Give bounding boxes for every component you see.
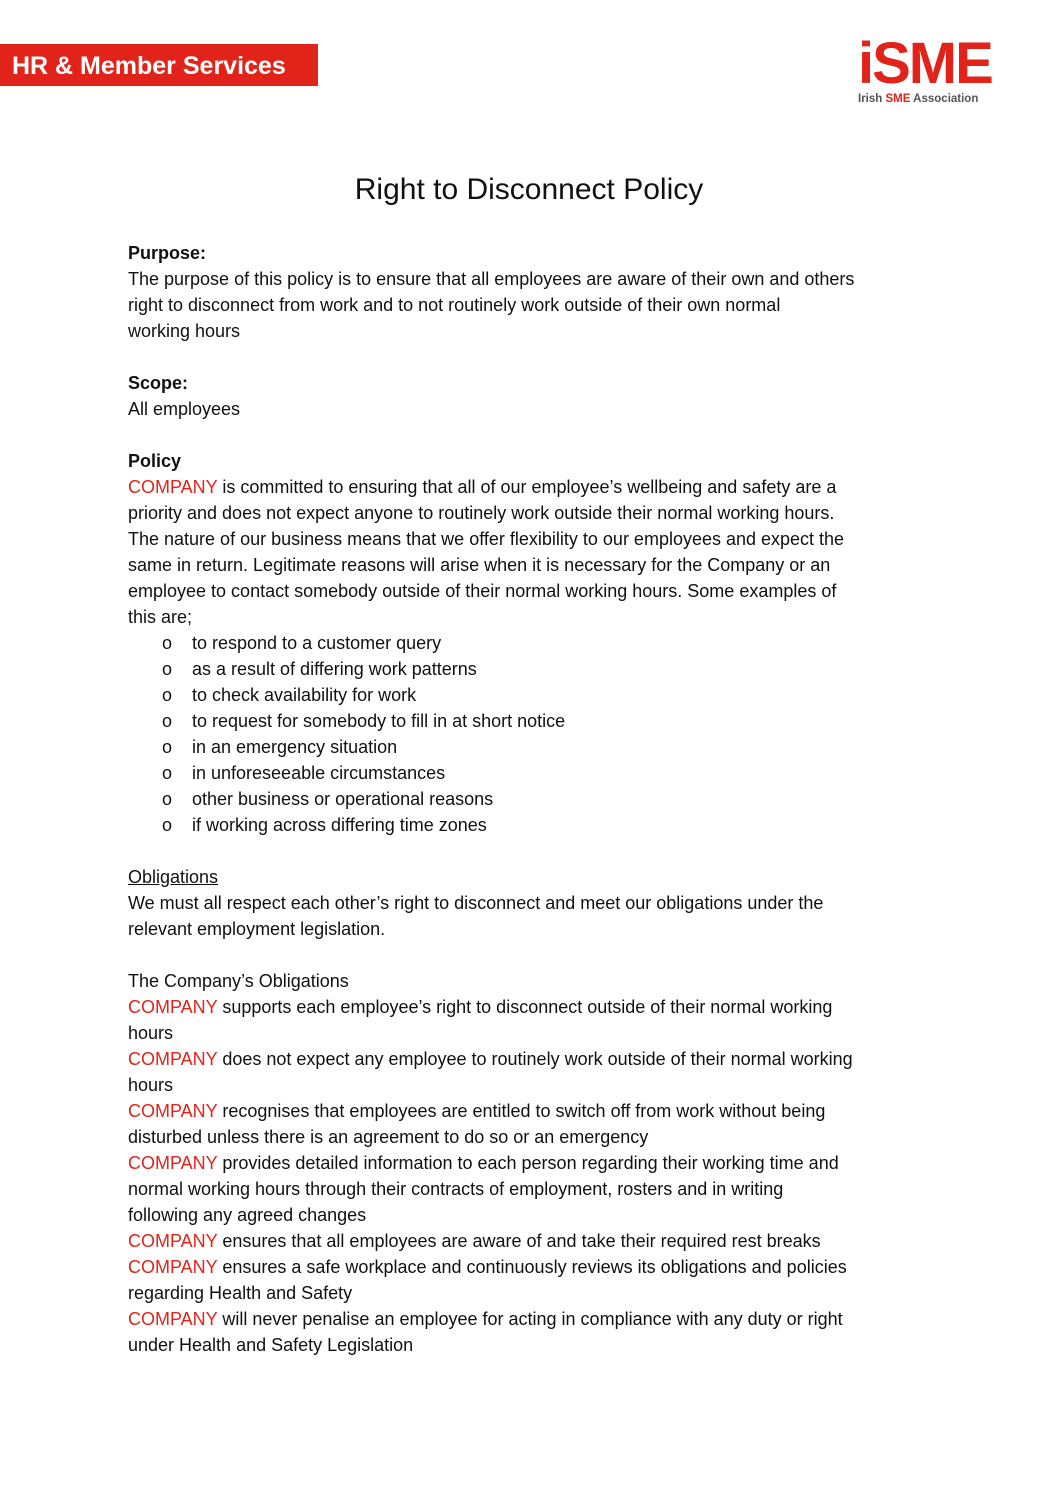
bullet-icon: o: [162, 711, 173, 731]
company-placeholder: COMPANY: [128, 1231, 218, 1251]
company-placeholder: COMPANY: [128, 477, 218, 497]
scope-text: All employees: [128, 399, 241, 419]
obligation-item-cont: hours: [128, 1023, 174, 1043]
list-item: o as a result of differing work patterns: [128, 656, 928, 682]
purpose-line: The purpose of this policy is to ensure that all employees are aware of their own and others: [128, 269, 855, 289]
obligation-item-cont: following any agreed changes: [128, 1205, 367, 1225]
obligation-item-cont: regarding Health and Safety: [128, 1283, 353, 1303]
obligation-item: COMPANY ensures that all employees are aware of and take their required rest breaks: [128, 1231, 821, 1251]
obligations-line: relevant employment legislation.: [128, 919, 386, 939]
company-obligations-heading: The Company’s Obligations: [128, 971, 349, 991]
obligation-item: COMPANY provides detailed information to each person regarding their working time and: [128, 1153, 839, 1173]
company-placeholder: COMPANY: [128, 1101, 218, 1121]
list-item: o to check availability for work: [128, 682, 928, 708]
bullet-icon: o: [162, 789, 173, 809]
policy-body: [128, 240, 928, 1358]
policy-heading: Policy: [128, 451, 182, 471]
isme-logo: [858, 31, 998, 106]
bullet-icon: o: [162, 659, 173, 679]
obligation-item-cont: hours: [128, 1075, 174, 1095]
policy-line: priority and does not expect anyone to routinely work outside their normal working hours.: [128, 503, 835, 523]
company-placeholder: COMPANY: [128, 1049, 218, 1069]
bullet-icon: o: [162, 685, 173, 705]
obligation-item: COMPANY ensures a safe workplace and continuously reviews its obligations and policies: [128, 1257, 847, 1277]
obligation-item: COMPANY will never penalise an employee for acting in compliance with any duty or right: [128, 1309, 843, 1329]
bullet-icon: o: [162, 763, 173, 783]
bullet-icon: o: [162, 737, 173, 757]
obligation-item: COMPANY supports each employee’s right to disconnect outside of their normal working: [128, 997, 833, 1017]
policy-line: same in return. Legitimate reasons will arise when it is necessary for the Company or an: [128, 555, 831, 575]
list-item: o in unforeseeable circumstances: [128, 760, 928, 786]
company-placeholder: COMPANY: [128, 1153, 218, 1173]
examples-list: [128, 630, 928, 838]
policy-line: The nature of our business means that we offer flexibility to our employees and expect the: [128, 529, 845, 549]
obligations-line: We must all respect each other’s right to disconnect and meet our obligations under the: [128, 893, 824, 913]
list-item: o other business or operational reasons: [128, 786, 928, 812]
obligation-item: COMPANY does not expect any employee to routinely work outside of their normal working: [128, 1049, 853, 1069]
obligation-item-cont: disturbed unless there is an agreement to do so or an emergency: [128, 1127, 649, 1147]
purpose-line: right to disconnect from work and to not routinely work outside of their own normal: [128, 295, 781, 315]
list-item: o to respond to a customer query: [128, 630, 928, 656]
logo-tagline: Irish SME Association: [858, 93, 979, 105]
bullet-icon: o: [162, 815, 173, 835]
purpose-line: working hours: [128, 321, 241, 341]
policy-line: this are;: [128, 607, 193, 627]
obligations-heading: Obligations: [128, 867, 219, 887]
policy-line: COMPANY is committed to ensuring that all of our employee’s wellbeing and safety are a: [128, 477, 837, 497]
section-banner: HR & Member Services: [0, 44, 318, 86]
obligation-item: COMPANY recognises that employees are entitled to switch off from work without being: [128, 1101, 826, 1121]
company-placeholder: COMPANY: [128, 997, 218, 1017]
obligation-item-cont: normal working hours through their contracts of employment, rosters and in writing: [128, 1179, 784, 1199]
obligation-item-cont: under Health and Safety Legislation: [128, 1335, 414, 1355]
company-placeholder: COMPANY: [128, 1257, 218, 1277]
purpose-heading: Purpose:: [128, 243, 207, 263]
bullet-icon: o: [162, 633, 173, 653]
list-item: o to request for somebody to fill in at short notice: [128, 708, 928, 734]
scope-heading: Scope:: [128, 373, 189, 393]
logo-mark: iSME: [858, 31, 992, 96]
list-item: o if working across differing time zones: [128, 812, 928, 838]
company-placeholder: COMPANY: [128, 1309, 218, 1329]
page-title: Right to Disconnect Policy: [354, 173, 704, 206]
policy-line: employee to contact somebody outside of their normal working hours. Some examples of: [128, 581, 837, 601]
list-item: o in an emergency situation: [128, 734, 928, 760]
